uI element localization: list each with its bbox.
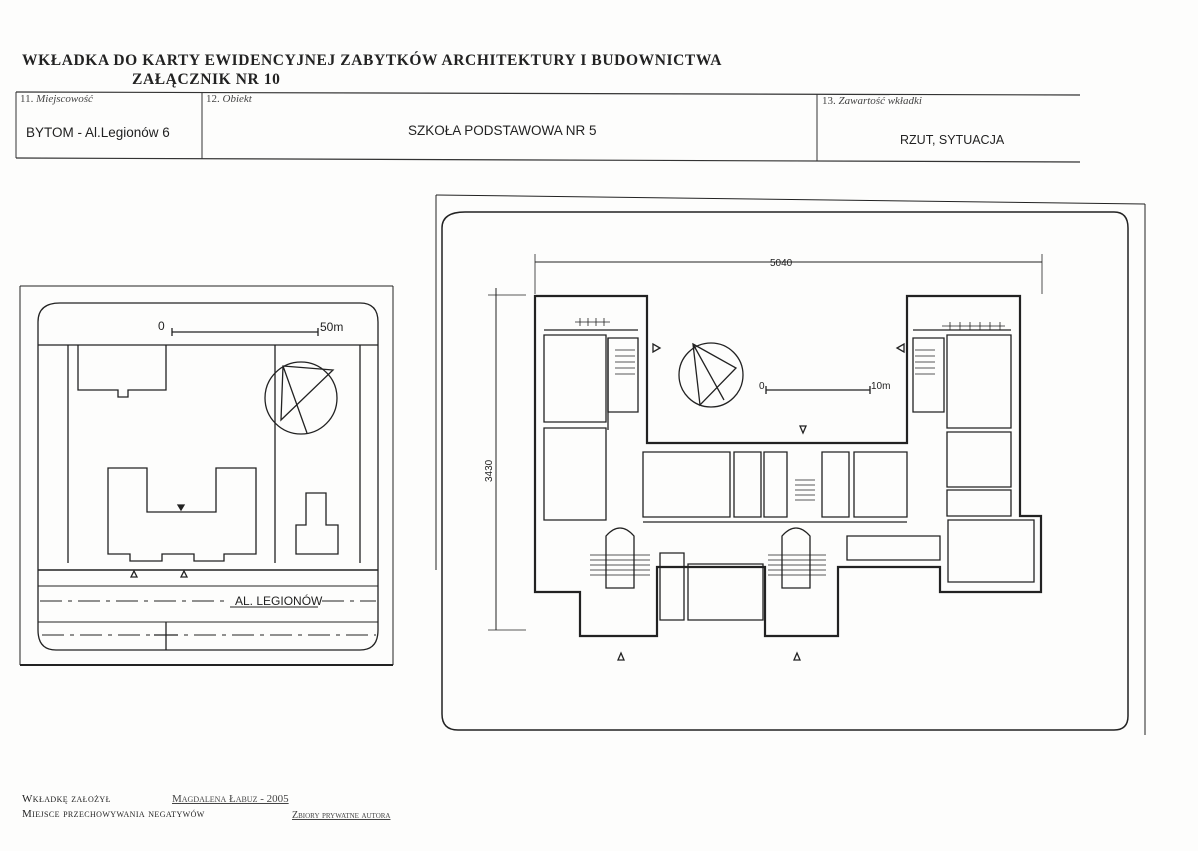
object-label: 12. Obiekt (206, 93, 252, 105)
site-scale-zero: 0 (158, 319, 165, 333)
page-title: WKŁADKA DO KARTY EWIDENCYJNEJ ZABYTKÓW ARCHITEKTURY I BUDOWNICTWA (22, 52, 723, 69)
negatives-value: Zbiory prywatne autora (292, 810, 391, 821)
locality-label: 11. Miejscowość (20, 93, 93, 105)
contents-label: 13. Zawartość wkładki (822, 95, 922, 107)
created-by-value: Magdalena Łabuz - 2005 (172, 793, 289, 805)
plan-scale-zero: 0 (759, 381, 765, 392)
site-scale-end: 50m (320, 320, 344, 334)
locality-value: BYTOM - Al.Legionów 6 (26, 125, 170, 140)
plan-scale-end: 10m (871, 381, 891, 392)
width-dimension: 5040 (770, 258, 793, 269)
negatives-label: Miejsce przechowywania negatywów (22, 808, 205, 820)
contents-value: RZUT, SYTUACJA (900, 133, 1005, 147)
created-by-label: Wkładkę założył (22, 793, 111, 805)
object-value: SZKOŁA PODSTAWOWA NR 5 (408, 123, 597, 138)
header-table (0, 0, 1198, 170)
page-subtitle: ZAŁĄCZNIK NR 10 (132, 71, 281, 88)
height-dimension: 3430 (484, 459, 495, 482)
street-label: AL. LEGIONÓW (235, 594, 323, 608)
